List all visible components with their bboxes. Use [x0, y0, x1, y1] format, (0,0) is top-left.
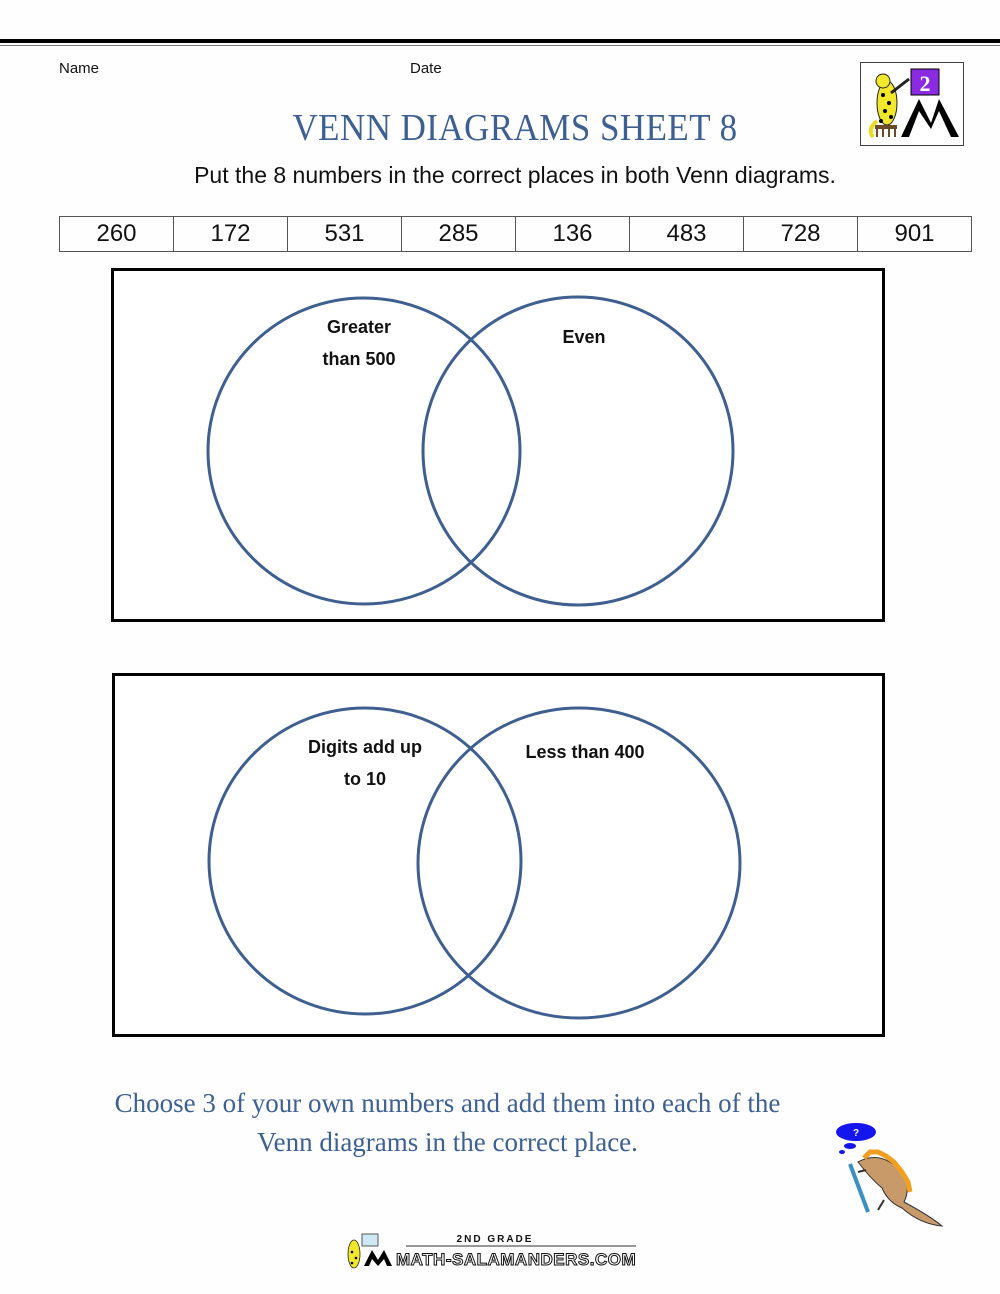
site-logo[interactable] [340, 1232, 640, 1277]
set-label-less-than-400: Less than 400 [525, 742, 645, 762]
set-label-digits-add-up-to-10: Digits add up to 10 [308, 737, 422, 789]
number-cell: 901 [894, 220, 935, 247]
salamander-thinking-icon [830, 1120, 950, 1235]
number-cell: 260 [60, 217, 174, 251]
number-cell: 136 [516, 217, 630, 251]
top-rule [0, 39, 1000, 43]
thinking-salamander-image [830, 1120, 950, 1240]
name-label: Name [59, 60, 100, 77]
site-logo-name: MATH-SALAMANDERS.COM [396, 1250, 637, 1269]
venn-diagram-1 [111, 268, 885, 622]
number-cell: 728 [744, 217, 858, 251]
svg-text:?: ? [852, 1128, 860, 1139]
top-rule-thin [0, 45, 1000, 46]
set-label-greater-than-500: Greater than 500 [322, 317, 396, 369]
venn-circles [115, 676, 888, 1040]
number-cell: 531 [288, 217, 402, 251]
date-label: Date [410, 60, 442, 77]
math-salamanders-logo-icon [340, 1232, 640, 1272]
number-cell: 172 [174, 217, 288, 251]
instruction-text: Put the 8 numbers in the correct places in both Venn diagrams. [194, 162, 836, 188]
number-cell: 285 [402, 217, 516, 251]
footer-instruction-line2: Venn diagrams in the correct place. [257, 1127, 638, 1157]
footer-instruction-line1: Choose 3 of your own numbers and add them into each of the [114, 1088, 781, 1118]
site-logo-grade: 2ND GRADE [456, 1234, 534, 1245]
grade-digit: 2 [919, 71, 931, 96]
venn-circles [114, 271, 888, 625]
page-title: VENN DIAGRAMS SHEET 8 [292, 107, 738, 149]
venn-diagram-2 [112, 673, 885, 1037]
numbers-table [59, 216, 972, 252]
set-label-even: Even [562, 327, 606, 347]
number-cell: 483 [630, 217, 744, 251]
